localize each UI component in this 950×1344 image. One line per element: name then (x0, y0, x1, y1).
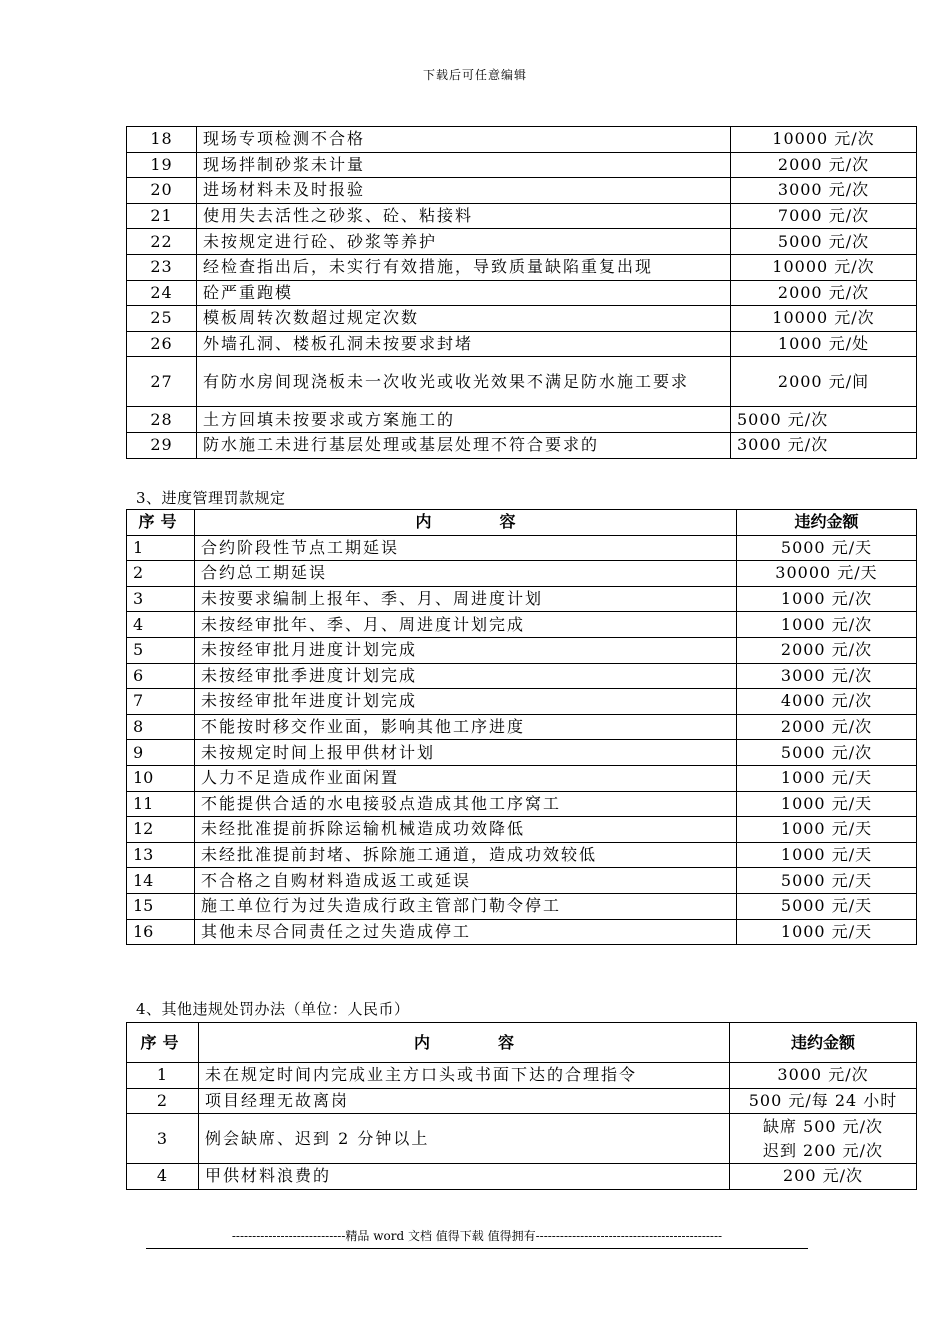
row-amount: 2000 元/次 (731, 152, 917, 178)
row-amount-line-1: 缺席 500 元/次 (762, 1116, 884, 1136)
row-number: 23 (127, 254, 197, 280)
row-amount: 1000 元/天 (737, 842, 917, 868)
row-content: 人力不足造成作业面闲置 (195, 765, 737, 791)
row-number: 12 (127, 817, 195, 843)
row-content: 未按规定进行砼、砂浆等养护 (197, 229, 731, 255)
page-header-note: 下载后可任意编辑 (422, 68, 527, 82)
header-content-char-1: 内 (413, 1032, 430, 1052)
row-content: 未经批准提前拆除运输机械造成功效降低 (195, 817, 737, 843)
row-amount: 10000 元/次 (731, 306, 917, 332)
header-content-char-2: 容 (499, 512, 516, 532)
row-number: 18 (127, 127, 197, 153)
table-row (127, 535, 917, 561)
row-amount: 200 元/次 (730, 1164, 917, 1190)
row-content: 未按经审批月进度计划完成 (195, 637, 737, 663)
row-number: 14 (127, 868, 195, 894)
row-number: 21 (127, 203, 197, 229)
header-content-char-1: 内 (415, 512, 432, 532)
row-amount: 500 元/每 24 小时 (730, 1088, 917, 1114)
header-amount: 违约金额 (737, 510, 917, 536)
row-number: 3 (127, 1114, 199, 1164)
row-content: 不能提供合适的水电接驳点造成其他工序窝工 (195, 791, 737, 817)
row-amount: 10000 元/次 (731, 254, 917, 280)
table-row (127, 586, 917, 612)
row-number: 28 (127, 407, 197, 433)
table-row (127, 817, 917, 843)
row-content: 未经批准提前封堵、拆除施工通道，造成功效较低 (195, 842, 737, 868)
row-number: 13 (127, 842, 195, 868)
row-amount: 7000 元/次 (731, 203, 917, 229)
row-content: 未在规定时间内完成业主方口头或书面下达的合理指令 (199, 1063, 730, 1089)
table-row (127, 1164, 917, 1190)
row-number: 15 (127, 893, 195, 919)
table-header-row (127, 510, 917, 536)
row-amount: 1000 元/天 (737, 791, 917, 817)
row-content: 合约阶段性节点工期延误 (195, 535, 737, 561)
table-row (127, 306, 917, 332)
table-row (127, 1114, 917, 1164)
row-number: 10 (127, 765, 195, 791)
row-content: 未按经审批年、季、月、周进度计划完成 (195, 612, 737, 638)
row-number: 3 (127, 586, 195, 612)
row-content: 外墙孔洞、楼板孔洞未按要求封堵 (197, 331, 731, 357)
row-number: 16 (127, 919, 195, 945)
table-row (127, 280, 917, 306)
table-row (127, 407, 917, 433)
table-row (127, 842, 917, 868)
row-number: 22 (127, 229, 197, 255)
row-number: 4 (127, 612, 195, 638)
row-amount: 2000 元/间 (731, 357, 917, 407)
row-amount: 2000 元/次 (731, 280, 917, 306)
row-number: 27 (127, 357, 197, 407)
row-content: 不合格之自购材料造成返工或延误 (195, 868, 737, 894)
row-content: 现场专项检测不合格 (197, 127, 731, 153)
table-row (127, 868, 917, 894)
table-row (127, 178, 917, 204)
row-number: 25 (127, 306, 197, 332)
row-content: 未按规定时间上报甲供材计划 (195, 740, 737, 766)
row-amount: 5000 元/天 (737, 535, 917, 561)
row-content: 使用失去活性之砂浆、砼、粘接料 (197, 203, 731, 229)
table-row (127, 791, 917, 817)
row-number: 1 (127, 535, 195, 561)
row-amount: 1000 元/天 (737, 765, 917, 791)
row-number: 2 (127, 561, 195, 587)
row-content: 有防水房间现浇板未一次收光或收光效果不满足防水施工要求 (197, 357, 731, 407)
row-content: 土方回填未按要求或方案施工的 (197, 407, 731, 433)
row-amount: 3000 元/次 (731, 178, 917, 204)
row-number: 8 (127, 714, 195, 740)
row-content: 其他未尽合同责任之过失造成停工 (195, 919, 737, 945)
row-number: 24 (127, 280, 197, 306)
row-amount: 1000 元/次 (737, 612, 917, 638)
row-amount: 30000 元/天 (737, 561, 917, 587)
row-number: 9 (127, 740, 195, 766)
header-content-char-2: 容 (498, 1032, 515, 1052)
row-amount: 5000 元/天 (737, 893, 917, 919)
row-number: 4 (127, 1164, 199, 1190)
row-content: 进场材料未及时报验 (197, 178, 731, 204)
row-amount: 5000 元/次 (731, 229, 917, 255)
table-row (127, 254, 917, 280)
row-amount: 3000 元/次 (737, 663, 917, 689)
row-amount: 1000 元/天 (737, 817, 917, 843)
row-amount: 1000 元/天 (737, 919, 917, 945)
row-amount (730, 1114, 917, 1164)
row-amount: 1000 元/处 (731, 331, 917, 357)
row-amount: 3000 元/次 (730, 1063, 917, 1089)
row-content: 砼严重跑模 (197, 280, 731, 306)
row-amount: 10000 元/次 (731, 127, 917, 153)
table-row (127, 663, 917, 689)
header-content (199, 1023, 730, 1063)
row-content: 合约总工期延误 (195, 561, 737, 587)
row-content: 现场拌制砂浆未计量 (197, 152, 731, 178)
table-row (127, 331, 917, 357)
row-amount: 3000 元/次 (731, 432, 917, 458)
row-number: 5 (127, 637, 195, 663)
table-row (127, 229, 917, 255)
table-row (127, 893, 917, 919)
table-row (127, 714, 917, 740)
section-4-title: 4、其他违规处罚办法（单位：人民币） (136, 1000, 410, 1018)
row-content: 未按经审批季进度计划完成 (195, 663, 737, 689)
header-number: 序号 (127, 510, 195, 536)
row-content: 项目经理无故离岗 (199, 1088, 730, 1114)
table-row (127, 152, 917, 178)
row-content: 不能按时移交作业面，影响其他工序进度 (195, 714, 737, 740)
table-row (127, 1088, 917, 1114)
schedule-penalty-table (126, 509, 917, 945)
table-row (127, 203, 917, 229)
page-footer: ----------------------------精品 word 文档 值得下载 值得拥有---------------------------------------------- (146, 1227, 808, 1249)
row-amount: 4000 元/次 (737, 689, 917, 715)
table-header-row (127, 1023, 917, 1063)
header-number: 序号 (127, 1023, 199, 1063)
table-row (127, 637, 917, 663)
section-3-title: 3、进度管理罚款规定 (136, 489, 286, 507)
table-row (127, 689, 917, 715)
other-violation-table (126, 1022, 917, 1190)
row-content: 未按要求编制上报年、季、月、周进度计划 (195, 586, 737, 612)
row-number: 11 (127, 791, 195, 817)
row-number: 19 (127, 152, 197, 178)
row-number: 29 (127, 432, 197, 458)
row-number: 6 (127, 663, 195, 689)
row-number: 1 (127, 1063, 199, 1089)
row-content: 经检查指出后，未实行有效措施，导致质量缺陷重复出现 (197, 254, 731, 280)
row-number: 7 (127, 689, 195, 715)
quality-penalty-table (126, 126, 917, 459)
header-content (195, 510, 737, 536)
table-row (127, 740, 917, 766)
table-row (127, 612, 917, 638)
table-row (127, 1063, 917, 1089)
table-row (127, 127, 917, 153)
row-number: 2 (127, 1088, 199, 1114)
row-content: 甲供材料浪费的 (199, 1164, 730, 1190)
row-amount: 5000 元/次 (731, 407, 917, 433)
row-amount: 1000 元/次 (737, 586, 917, 612)
row-content: 施工单位行为过失造成行政主管部门勒令停工 (195, 893, 737, 919)
row-content: 例会缺席、迟到 2 分钟以上 (199, 1114, 730, 1164)
table-row (127, 357, 917, 407)
table-row (127, 919, 917, 945)
row-number: 26 (127, 331, 197, 357)
row-amount: 5000 元/天 (737, 868, 917, 894)
row-content: 防水施工未进行基层处理或基层处理不符合要求的 (197, 432, 731, 458)
row-amount: 2000 元/次 (737, 637, 917, 663)
row-amount: 5000 元/次 (737, 740, 917, 766)
table-row (127, 561, 917, 587)
table-row (127, 432, 917, 458)
row-amount-line-2: 迟到 200 元/次 (762, 1140, 884, 1160)
row-number: 20 (127, 178, 197, 204)
row-content: 未按经审批年进度计划完成 (195, 689, 737, 715)
row-amount: 2000 元/次 (737, 714, 917, 740)
table-row (127, 765, 917, 791)
header-amount: 违约金额 (730, 1023, 917, 1063)
row-content: 模板周转次数超过规定次数 (197, 306, 731, 332)
